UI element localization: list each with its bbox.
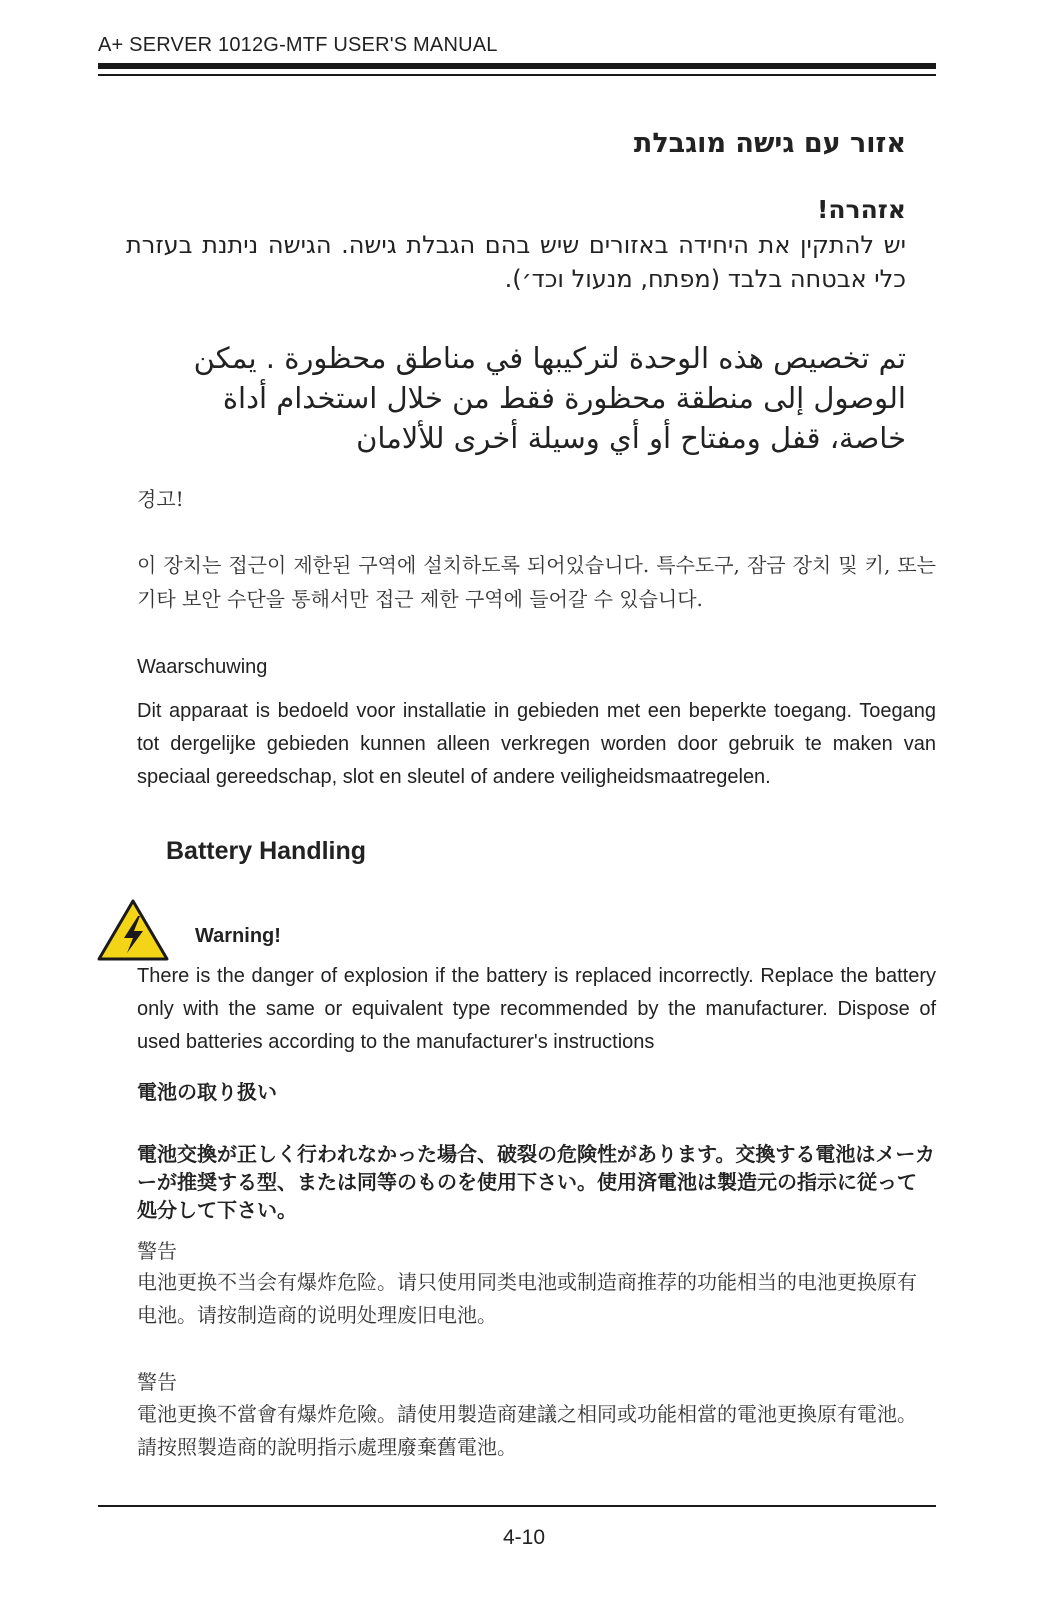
korean-warning-text: 이 장치는 접근이 제한된 구역에 설치하도록 되어있습니다. 특수도구, 잠금 장치 및 키, 또는 기타 보안 수단을 통해서만 접근 제한 구역에 들어갈 수 있습니다. (137, 553, 936, 611)
simplified-chinese-warning-label: 警告 (137, 1239, 177, 1263)
header-rule-thick (98, 63, 936, 69)
page-number: 4-10 (502, 1526, 546, 1549)
japanese-section-title: 電池の取り扱い (137, 1080, 277, 1104)
hebrew-warning-label: אזהרה! (816, 195, 906, 224)
dutch-warning-text: Dit apparaat is bedoeld voor installatie in gebieden met een beperkte toegang. Toegang tot dergelijke gebieden kunnen alleen verkregen worden door gebruik te maken van speciaal gereedschap, slot en sleutel of andere veiligheidsmaatregelen. (137, 700, 936, 788)
battery-handling-heading: Battery Handling (166, 837, 367, 865)
running-header-title: A+ SERVER 1012G-MTF USER'S MANUAL (98, 34, 498, 56)
hebrew-section-title: אזור עם גישה מוגבלת (633, 128, 906, 159)
electrical-hazard-warning-icon (96, 898, 170, 962)
arabic-warning-text: تم تخصيص هذه الوحدة لتركيبها في مناطق محظورة . يمكن الوصول إلى منطقة محظورة فقط من خلال استخدام أداة خاصة، قفل ومفتاح أو أي وسيلة أخرى للألامان (193, 341, 906, 455)
korean-warning-label: 경고! (137, 487, 184, 511)
japanese-warning-text: 電池交換が正しく行われなかった場合、破裂の危険性があります。交換する電池はメーカーが推奨する型、または同等のものを使用下さい。使用済電池は製造元の指示に従って処分して下さい。 (137, 1142, 935, 1222)
simplified-chinese-warning-text: 电池更换不当会有爆炸危险。请只使用同类电池或制造商推荐的功能相当的电池更换原有电池。请按制造商的说明处理废旧电池。 (137, 1270, 917, 1327)
hebrew-warning-text: יש להתקין את היחידה באזורים שיש בהם הגבלת גישה. הגישה ניתנת בעזרת כלי אבטחה בלבד (מפתח, מנעול וכד׳). (126, 231, 906, 293)
traditional-chinese-warning-text: 電池更換不當會有爆炸危險。請使用製造商建議之相同或功能相當的電池更換原有電池。請按照製造商的說明指示處理廢棄舊電池。 (137, 1402, 917, 1459)
header-rule-thin (98, 74, 936, 76)
english-warning-label: Warning! (195, 925, 281, 947)
traditional-chinese-warning-label: 警告 (137, 1370, 177, 1394)
english-warning-text: There is the danger of explosion if the battery is replaced incorrectly. Replace the battery only with the same or equivalent type recommended by the manufacturer. Dispose of used batteries according to the manufacturer's instructions (137, 965, 936, 1053)
dutch-warning-label: Waarschuwing (137, 656, 268, 678)
footer-rule (98, 1505, 936, 1507)
